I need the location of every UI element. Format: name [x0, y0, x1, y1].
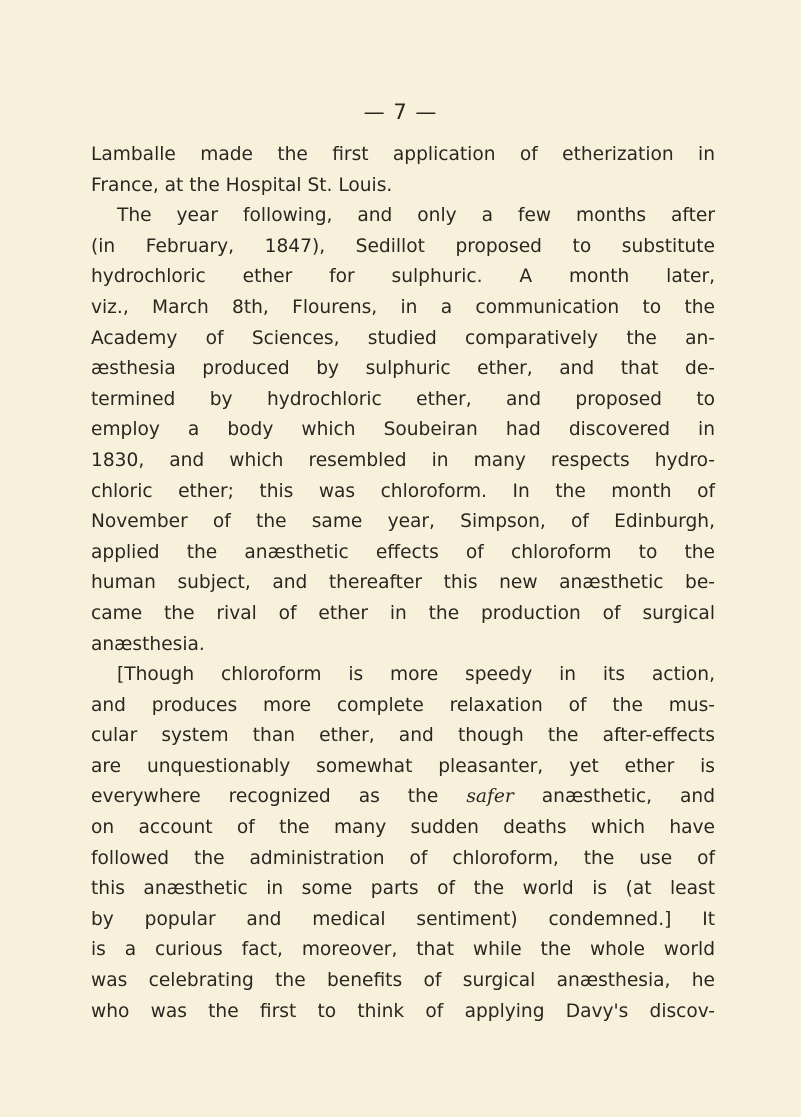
text-line: this anæsthetic in some parts of the world is (at least [91, 878, 715, 900]
text-line: France, at the Hospital St. Louis. [91, 174, 393, 196]
text-line: anæsthesia. [91, 633, 205, 655]
text-line: came the rival of ether in the production of surgical [91, 602, 715, 624]
page-number: — 7 — [363, 100, 438, 124]
text-segment: everywhere recognized as the [91, 786, 467, 808]
text-line: viz., March 8th, Flourens, in a communication to the [91, 296, 715, 318]
text-line: followed the administration of chloroform, the use of [91, 847, 715, 869]
text-line: cular system than ether, and though the after-effects [91, 725, 715, 747]
text-line: Lamballe made the first application of etherization in [91, 144, 715, 165]
text-line: are unquestionably somewhat pleasanter, yet ether is [91, 755, 715, 777]
text-line: æsthesia produced by sulphuric ether, and that de- [91, 358, 715, 380]
text-line: Academy of Sciences, studied comparatively the an- [91, 327, 715, 349]
italic-word: safer [466, 786, 514, 808]
text-line: (in February, 1847), Sedillot proposed to substitute [91, 235, 715, 257]
text-line: was celebrating the benefits of surgical anæsthesia, he [91, 970, 715, 992]
text-line-with-italic [91, 782, 715, 813]
text-line: hydrochloric ether for sulphuric. A month later, [91, 266, 715, 288]
text-segment: anæsthetic, and [513, 786, 715, 808]
text-line: The year following, and only a few months after [117, 205, 715, 227]
text-line: applied the anæsthetic effects of chloroform to the [91, 541, 715, 563]
text-line: by popular and medical sentiment) condemned.] It [91, 908, 715, 930]
text-line: termined by hydrochloric ether, and proposed to [91, 388, 715, 410]
body-text [91, 140, 715, 1027]
text-line: chloric ether; this was chloroform. In the month of [91, 480, 715, 502]
text-line: on account of the many sudden deaths which have [91, 817, 715, 839]
text-line: November of the same year, Simpson, of Edinburgh, [91, 511, 715, 533]
text-line: 1830, and which resembled in many respects hydro- [91, 449, 715, 471]
text-line: [Though chloroform is more speedy in its action, [117, 664, 715, 686]
text-line: who was the first to think of applying Davy's discov- [91, 1000, 715, 1022]
text-line: employ a body which Soubeiran had discovered in [91, 419, 715, 441]
text-line: is a curious fact, moreover, that while the whole world [91, 939, 715, 961]
text-line: human subject, and thereafter this new anæsthetic be- [91, 572, 715, 594]
text-line: and produces more complete relaxation of the mus- [91, 694, 715, 716]
